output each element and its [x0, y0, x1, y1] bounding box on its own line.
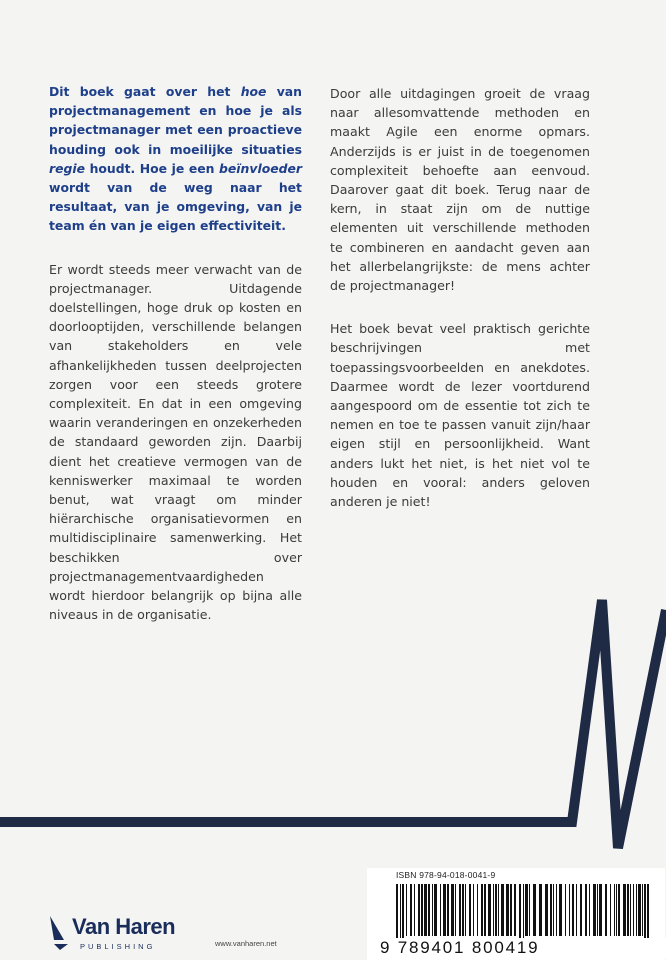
barcode-bar [597, 884, 598, 936]
barcode-bar [623, 884, 626, 936]
barcode-bar [498, 884, 499, 936]
intro-emphasis-beinvloeder: beïnvloeder [219, 160, 302, 176]
barcode-bar [593, 884, 596, 936]
intro-paragraph [49, 82, 302, 236]
barcode-bar [569, 884, 570, 936]
barcode-bar [406, 884, 407, 936]
barcode-bar [514, 884, 516, 936]
barcode-bar [447, 884, 449, 936]
intro-text-2: van projectmanagement en hoe je als projectmanager met een proactieve houding ook in moeilijke situaties [49, 84, 302, 157]
barcode-bar [484, 884, 486, 936]
barcode-bar [533, 884, 536, 936]
barcode-bar [576, 884, 577, 936]
barcode-bar [400, 884, 401, 942]
barcode-bar [519, 884, 521, 942]
barcode-bar [414, 884, 415, 936]
barcode-bar [559, 884, 562, 936]
body-paragraph-right-1: Door alle uitdagingen groeit de vraag naar allesomvattende methoden en maakt Agile een enorme opmars. Anderzijds is er juist in de toegenomen complexiteit behoefte aan eenvoud. Daarover gaat dit boek. Terug naar de kern, in staat zijn om de nuttige elementen uit verschillende methoden te combineren en aandacht geven aan het allerbelangrijkste: de mens achter de projectmanager! [330, 86, 590, 294]
barcode-bar [418, 884, 420, 936]
barcode-bar [618, 884, 620, 936]
barcode-bar [644, 884, 646, 942]
barcode-bar [455, 884, 456, 936]
right-column [330, 84, 590, 535]
barcode-bar [459, 884, 461, 936]
barcode-number: 9 789401 800419 [380, 938, 666, 958]
barcode-bar [396, 884, 398, 942]
intro-text-3: houdt. Hoe je een [85, 160, 220, 176]
isbn-label: ISBN 978-94-018-0041-9 [396, 870, 496, 880]
barcode-bar [565, 884, 566, 936]
barcode-bar [638, 884, 641, 936]
barcode-bar [610, 884, 611, 936]
barcode-bar [616, 884, 617, 936]
barcode-bar [477, 884, 478, 936]
barcode-bar [633, 884, 634, 936]
barcode-bar [434, 884, 437, 936]
barcode-bar [642, 884, 643, 936]
barcode-bar [589, 884, 590, 936]
barcode-bar [501, 884, 504, 936]
barcode-bar [523, 884, 524, 942]
barcode-bar [488, 884, 491, 936]
barcode-bar [572, 884, 574, 936]
barcode-bar [627, 884, 629, 936]
publisher-subtitle: PUBLISHING [80, 942, 156, 951]
barcode-bar [440, 884, 441, 936]
barcode-bar [636, 884, 637, 936]
barcode-bar [469, 884, 471, 936]
publisher-name: Van Haren [72, 914, 176, 939]
barcode-bar [493, 884, 494, 936]
barcode-bar [402, 884, 404, 942]
body-paragraph-left: Er wordt steeds meer verwacht van de projectmanager. Uitdagende doelstellingen, hoge druk op kosten en doorlooptijden, verschillende belangen van stakeholders en vele afhankelijkheden tussen deelprojecten zorgen voor een steeds grotere complexiteit. En dat in een omgeving waarin veranderingen en onzekerheden de standaard geworden zijn. Daarbij dient het creatieve vermogen van de kenniswerker maximaal te worden benut, wat vraagt om minder hiërarchische organisatievormen en multidisciplinaire samenwerking. Het beschikken over projectmanagementvaardigheden wordt hierdoor belangrijk op bijna alle niveaus in de organisatie. [49, 261, 302, 623]
barcode-bar [510, 884, 512, 936]
barcode-bar [432, 884, 433, 936]
publisher-logo [50, 910, 200, 956]
barcode-bar [462, 884, 464, 936]
barcode-bar [539, 884, 542, 936]
barcode-bar [550, 884, 552, 936]
barcode-bar [481, 884, 483, 936]
barcode-bar [443, 884, 446, 936]
barcode-bar [529, 884, 530, 936]
barcode-bar [556, 884, 557, 936]
publisher-website: www.vanharen.net [215, 939, 277, 948]
barcode-graphic [390, 884, 656, 942]
barcode-bar [451, 884, 454, 936]
barcode-bar [424, 884, 427, 936]
intro-text-1: Dit boek gaat over het [49, 84, 241, 99]
intro-emphasis-hoe: hoe [240, 84, 267, 99]
barcode-bar [506, 884, 509, 936]
intro-emphasis-regie: regie [49, 160, 86, 176]
barcode-bar [428, 884, 430, 936]
barcode-bar [605, 884, 607, 936]
barcode-bar [647, 884, 649, 942]
barcode-bar [580, 884, 582, 936]
barcode-bar [630, 884, 631, 936]
barcode-bar [473, 884, 474, 936]
barcode-bar [599, 884, 602, 936]
body-paragraph-right-2: Het boek bevat veel praktisch gerichte beschrijvingen met toepassingsvoorbeelden en anekdotes. Daarmee wordt de lezer voortdurend aangespoord om de essentie tot zich te nemen en toe te passen vanuit zijn/haar eigen stijl en persoonlijkheid. Want anders lukt het niet, is het niet vol te houden en vooral: anders geloven anderen je niet! [330, 321, 590, 510]
barcode-bar [525, 884, 528, 936]
left-column [49, 82, 302, 648]
barcode-bar [421, 884, 423, 936]
barcode-bar [553, 884, 554, 936]
barcode-bar [545, 884, 548, 936]
barcode-bar [614, 884, 615, 936]
barcode-bar [585, 884, 587, 936]
barcode-bar [410, 884, 412, 936]
barcode-bar [495, 884, 497, 936]
intro-text-4: wordt van de weg naar het resultaat, van je omgeving, van je team én van je eigen effectiviteit. [49, 180, 302, 234]
barcode-bar [465, 884, 466, 936]
